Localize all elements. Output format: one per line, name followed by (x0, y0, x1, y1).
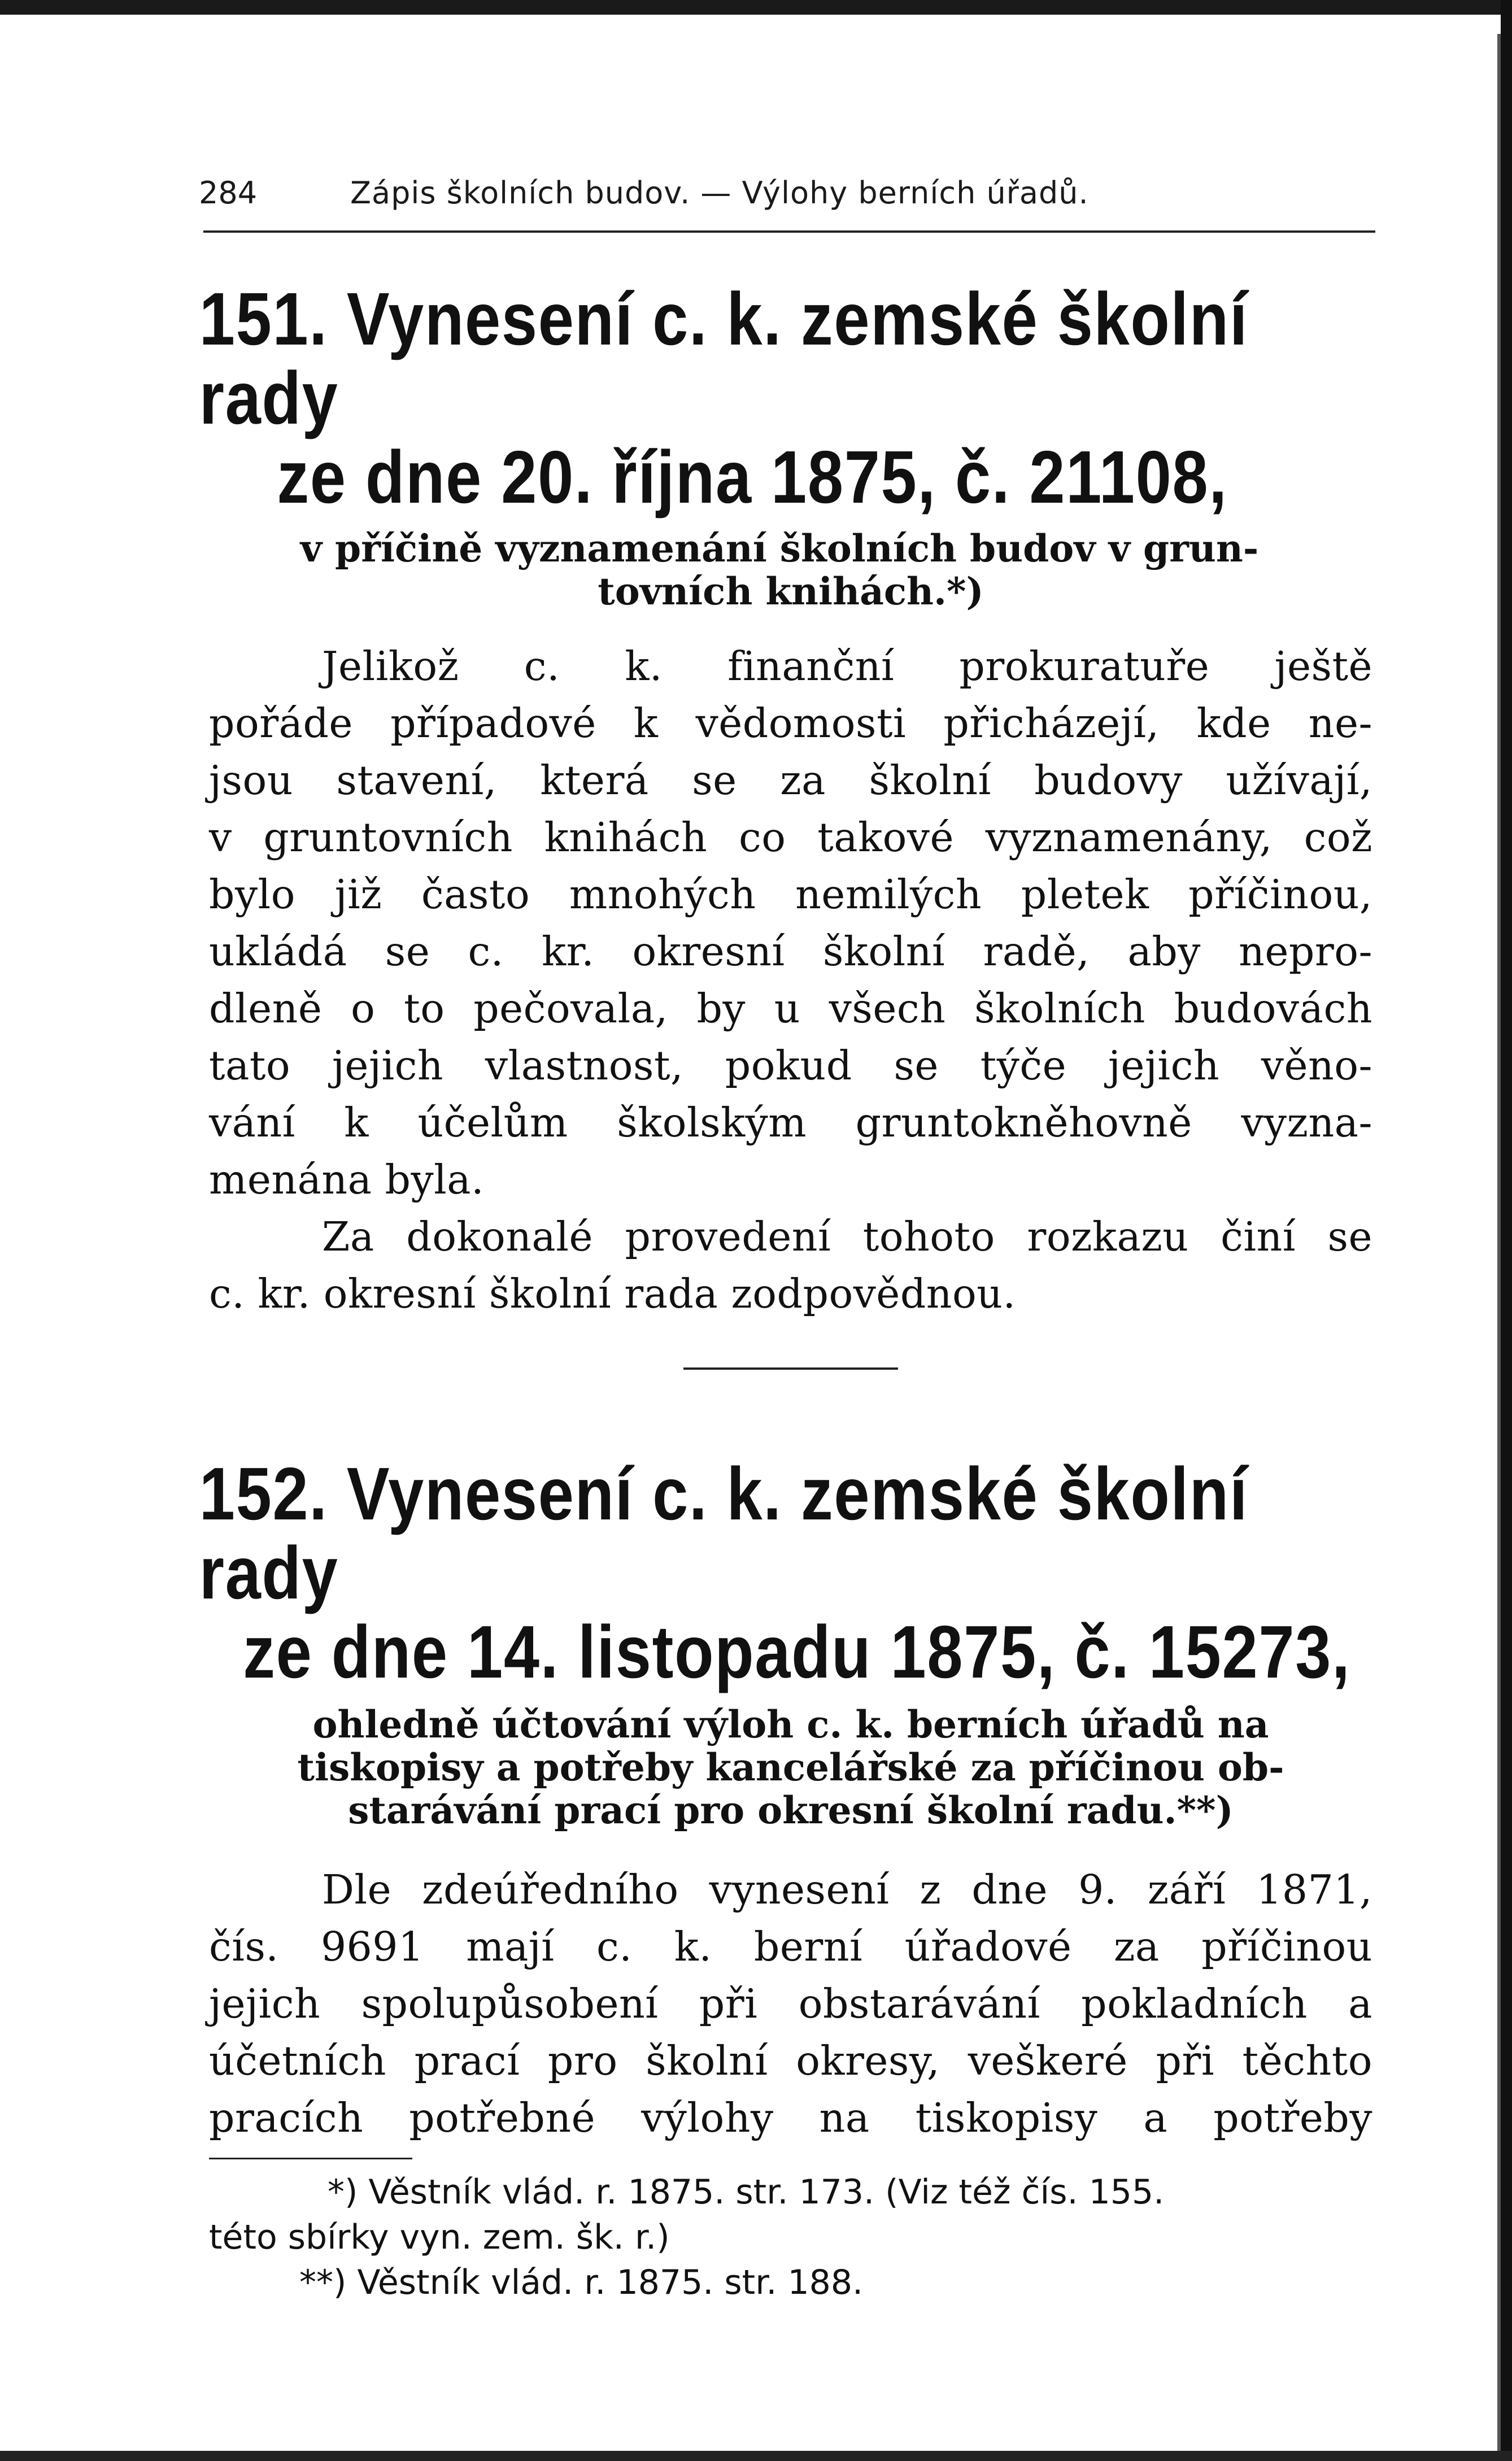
text-line: vání k účelům školským gruntokněhovně vyzna- (209, 1099, 1372, 1146)
subtitle-line: ohledně účtování výloh c. k. berních úřadů na (312, 1702, 1269, 1746)
text-line: čís. 9691 mají c. k. berní úřadové za příčinou (209, 1923, 1372, 1970)
footnote-line: **) Věstník vlád. r. 1875. str. 188. (299, 2263, 864, 2302)
scan-border-bottom (0, 2451, 1512, 2461)
text-line: pořáde případové k vědomosti přicházejí, kde ne- (209, 700, 1372, 747)
text-line: tato jejich vlastnost, pokud se týče jejich věno- (209, 1042, 1372, 1089)
text-line: Dle zdeúředního vynesení z dne 9. září 1871, (322, 1866, 1372, 1913)
subtitle-line: tovních knihách.*) (598, 569, 984, 613)
text-line: Jelikož c. k. finanční prokuratuře ještě (322, 643, 1372, 690)
text-line: jsou stavení, která se za školní budovy užívají, (209, 757, 1372, 804)
footnote-line: *) Věstník vlád. r. 1875. str. 173. (Viz též čís. 155. (328, 2172, 1165, 2212)
subtitle-line: starávání prací pro okresní školní radu.**) (348, 1788, 1234, 1832)
text-line: menána byla. (209, 1156, 485, 1203)
paragraph (209, 1208, 1372, 1322)
page-number: 284 (199, 175, 258, 211)
text-line: c. kr. okresní školní rada zodpovědnou. (209, 1270, 1016, 1317)
heading-line: ze dne 20. října 1875, č. 21108, (277, 435, 1228, 519)
section-subtitle (209, 1703, 1372, 1832)
text-line: bylo již často mnohých nemilých pletek příčinou, (209, 871, 1372, 918)
paragraph (209, 1861, 1372, 2146)
scan-border-right (1501, 0, 1512, 2461)
heading-line: ze dne 14. listopadu 1875, č. 15273, (243, 1610, 1351, 1693)
section-divider (683, 1367, 898, 1370)
text-line: v gruntovních knihách co takové vyznamenány, což (209, 814, 1372, 861)
section-152 (199, 1452, 1372, 2146)
heading-line: 152. Vynesení c. k. zemské školní rady (199, 1452, 1249, 1614)
section-heading (199, 277, 1375, 519)
text-line: pracích potřebné výlohy na tiskopisy a potřeby (209, 2094, 1372, 2141)
text-line: účetních prací pro školní okresy, veškeré při těchto (209, 2037, 1372, 2084)
header-rule (203, 230, 1375, 233)
subtitle-line: v příčině vyznamenání školních budov v grun- (300, 526, 1259, 570)
running-title: Zápis školních budov. — Výlohy berních úřadů. (350, 175, 1089, 211)
footnotes (209, 2170, 1372, 2305)
running-head (199, 164, 1372, 215)
footnote-rule (209, 2158, 412, 2159)
page (199, 164, 1372, 2305)
scan-border-top (0, 0, 1512, 15)
paragraph (209, 638, 1372, 1208)
text-line: Za dokonalé provedení tohoto rozkazu činí se (322, 1213, 1372, 1260)
scan-border-right-inner (1497, 34, 1501, 2461)
heading-line: 151. Vynesení c. k. zemské školní rady (199, 277, 1249, 439)
section-heading (199, 1452, 1375, 1693)
section-151 (199, 277, 1372, 1370)
text-line: jejich spolupůsobení při obstarávání pokladních a (209, 1980, 1372, 2027)
subtitle-line: tiskopisy a potřeby kancelářské za příčinou ob- (297, 1745, 1284, 1789)
section-subtitle (209, 527, 1372, 613)
text-line: dleně o to pečovala, by u všech školních budovách (209, 985, 1372, 1032)
footnote-line: této sbírky vyn. zem. šk. r.) (209, 2218, 670, 2257)
text-line: ukládá se c. kr. okresní školní radě, aby nepro- (209, 928, 1372, 975)
